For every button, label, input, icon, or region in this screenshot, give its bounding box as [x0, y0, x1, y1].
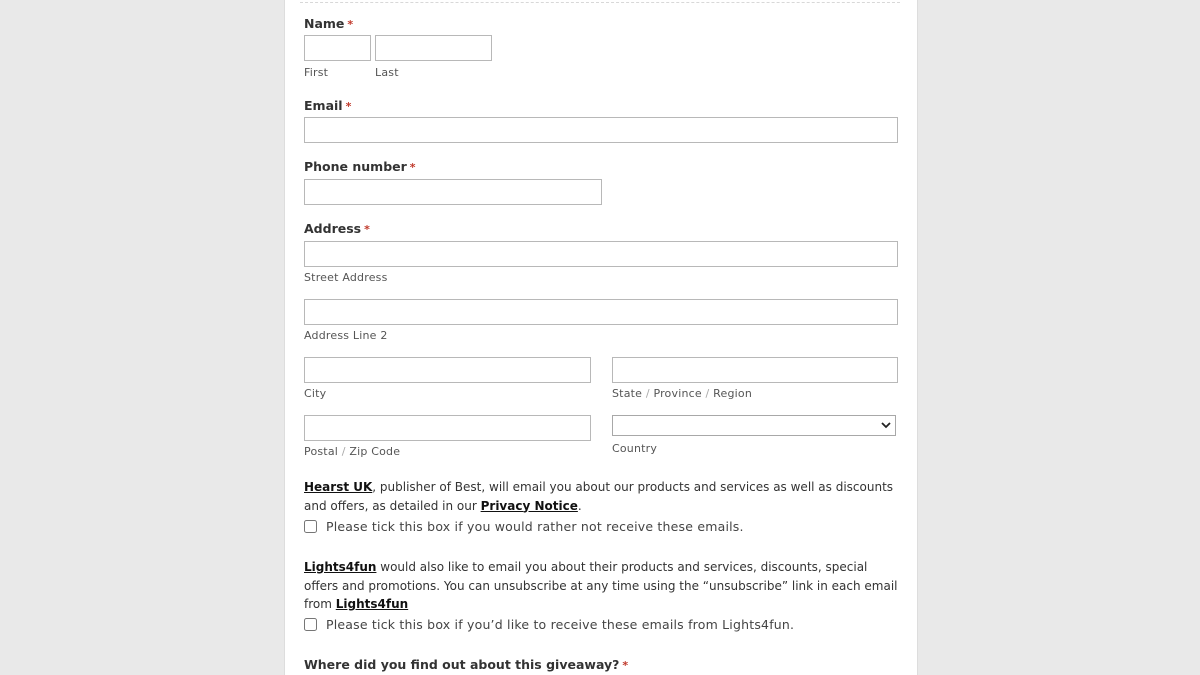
- first-name-input[interactable]: [304, 35, 371, 61]
- hearst-consent-end: .: [577, 498, 582, 513]
- hearst-optout-label: Please tick this box if you would rather not receive these emails.: [326, 519, 744, 534]
- partner-consent-body: would also like to email you about their products and services, discounts, special offers and promotions. You can unsubscribe at any time using the “unsubscribe” link in each email from: [304, 560, 898, 611]
- partner-optin-label: Please tick this box if you’d like to receive these emails from Lights4fun.: [326, 617, 795, 632]
- name-label-text: Name: [304, 16, 345, 31]
- partner-consent-text: [304, 558, 898, 614]
- privacy-notice-link[interactable]: Privacy Notice: [480, 498, 578, 513]
- phone-label-text: Phone number: [304, 159, 407, 174]
- address-label-text: Address: [304, 221, 362, 236]
- state-input[interactable]: [612, 357, 898, 383]
- street-address-sublabel: Street Address: [304, 271, 388, 284]
- top-divider: [300, 2, 900, 3]
- phone-label: [304, 159, 416, 174]
- lights4fun-link-2[interactable]: Lights4fun: [335, 597, 409, 611]
- street-address-input[interactable]: [304, 241, 898, 267]
- name-label: [304, 16, 353, 31]
- required-asterisk: *: [409, 161, 416, 174]
- first-name-sublabel: First: [304, 66, 329, 79]
- lights4fun-link[interactable]: Lights4fun: [304, 560, 377, 574]
- partner-optin-checkbox[interactable]: [304, 618, 317, 631]
- source-question-label: [304, 657, 628, 672]
- hearst-optout-checkbox[interactable]: [304, 520, 317, 533]
- province-word: Province: [653, 387, 702, 400]
- region-word: Region: [713, 387, 753, 400]
- hearst-optout-row[interactable]: [304, 519, 744, 534]
- postal-code-sublabel: [304, 445, 400, 458]
- hearst-uk-link[interactable]: Hearst UK: [304, 480, 373, 494]
- address-label: [304, 221, 370, 236]
- phone-input[interactable]: [304, 179, 602, 205]
- hearst-consent-body: , publisher of Best, will email you about our products and services as well as discounts and offers, as detailed in our: [304, 480, 894, 513]
- address-line2-sublabel: Address Line 2: [304, 329, 388, 342]
- partner-optin-row[interactable]: [304, 617, 794, 632]
- state-sublabel: [612, 387, 752, 400]
- separator: /: [705, 387, 710, 400]
- required-asterisk: *: [364, 223, 370, 236]
- required-asterisk: *: [345, 100, 352, 113]
- email-input[interactable]: [304, 117, 898, 143]
- postal-word: Postal: [304, 445, 339, 458]
- city-input[interactable]: [304, 357, 591, 383]
- last-name-input[interactable]: [375, 35, 492, 61]
- hearst-consent-text: [304, 478, 898, 515]
- email-label-text: Email: [304, 98, 343, 113]
- separator: /: [645, 387, 650, 400]
- required-asterisk: *: [622, 659, 629, 672]
- zip-code-word: Zip Code: [349, 445, 401, 458]
- last-name-sublabel: Last: [375, 66, 399, 79]
- source-question-text: Where did you find out about this giveaway?: [304, 657, 620, 672]
- postal-code-input[interactable]: [304, 415, 591, 441]
- separator: /: [341, 445, 346, 458]
- city-sublabel: City: [304, 387, 327, 400]
- country-sublabel: Country: [612, 442, 658, 455]
- required-asterisk: *: [347, 18, 354, 31]
- state-word: State: [612, 387, 643, 400]
- email-label: [304, 98, 351, 113]
- address-line2-input[interactable]: [304, 299, 898, 325]
- country-select[interactable]: [612, 415, 896, 436]
